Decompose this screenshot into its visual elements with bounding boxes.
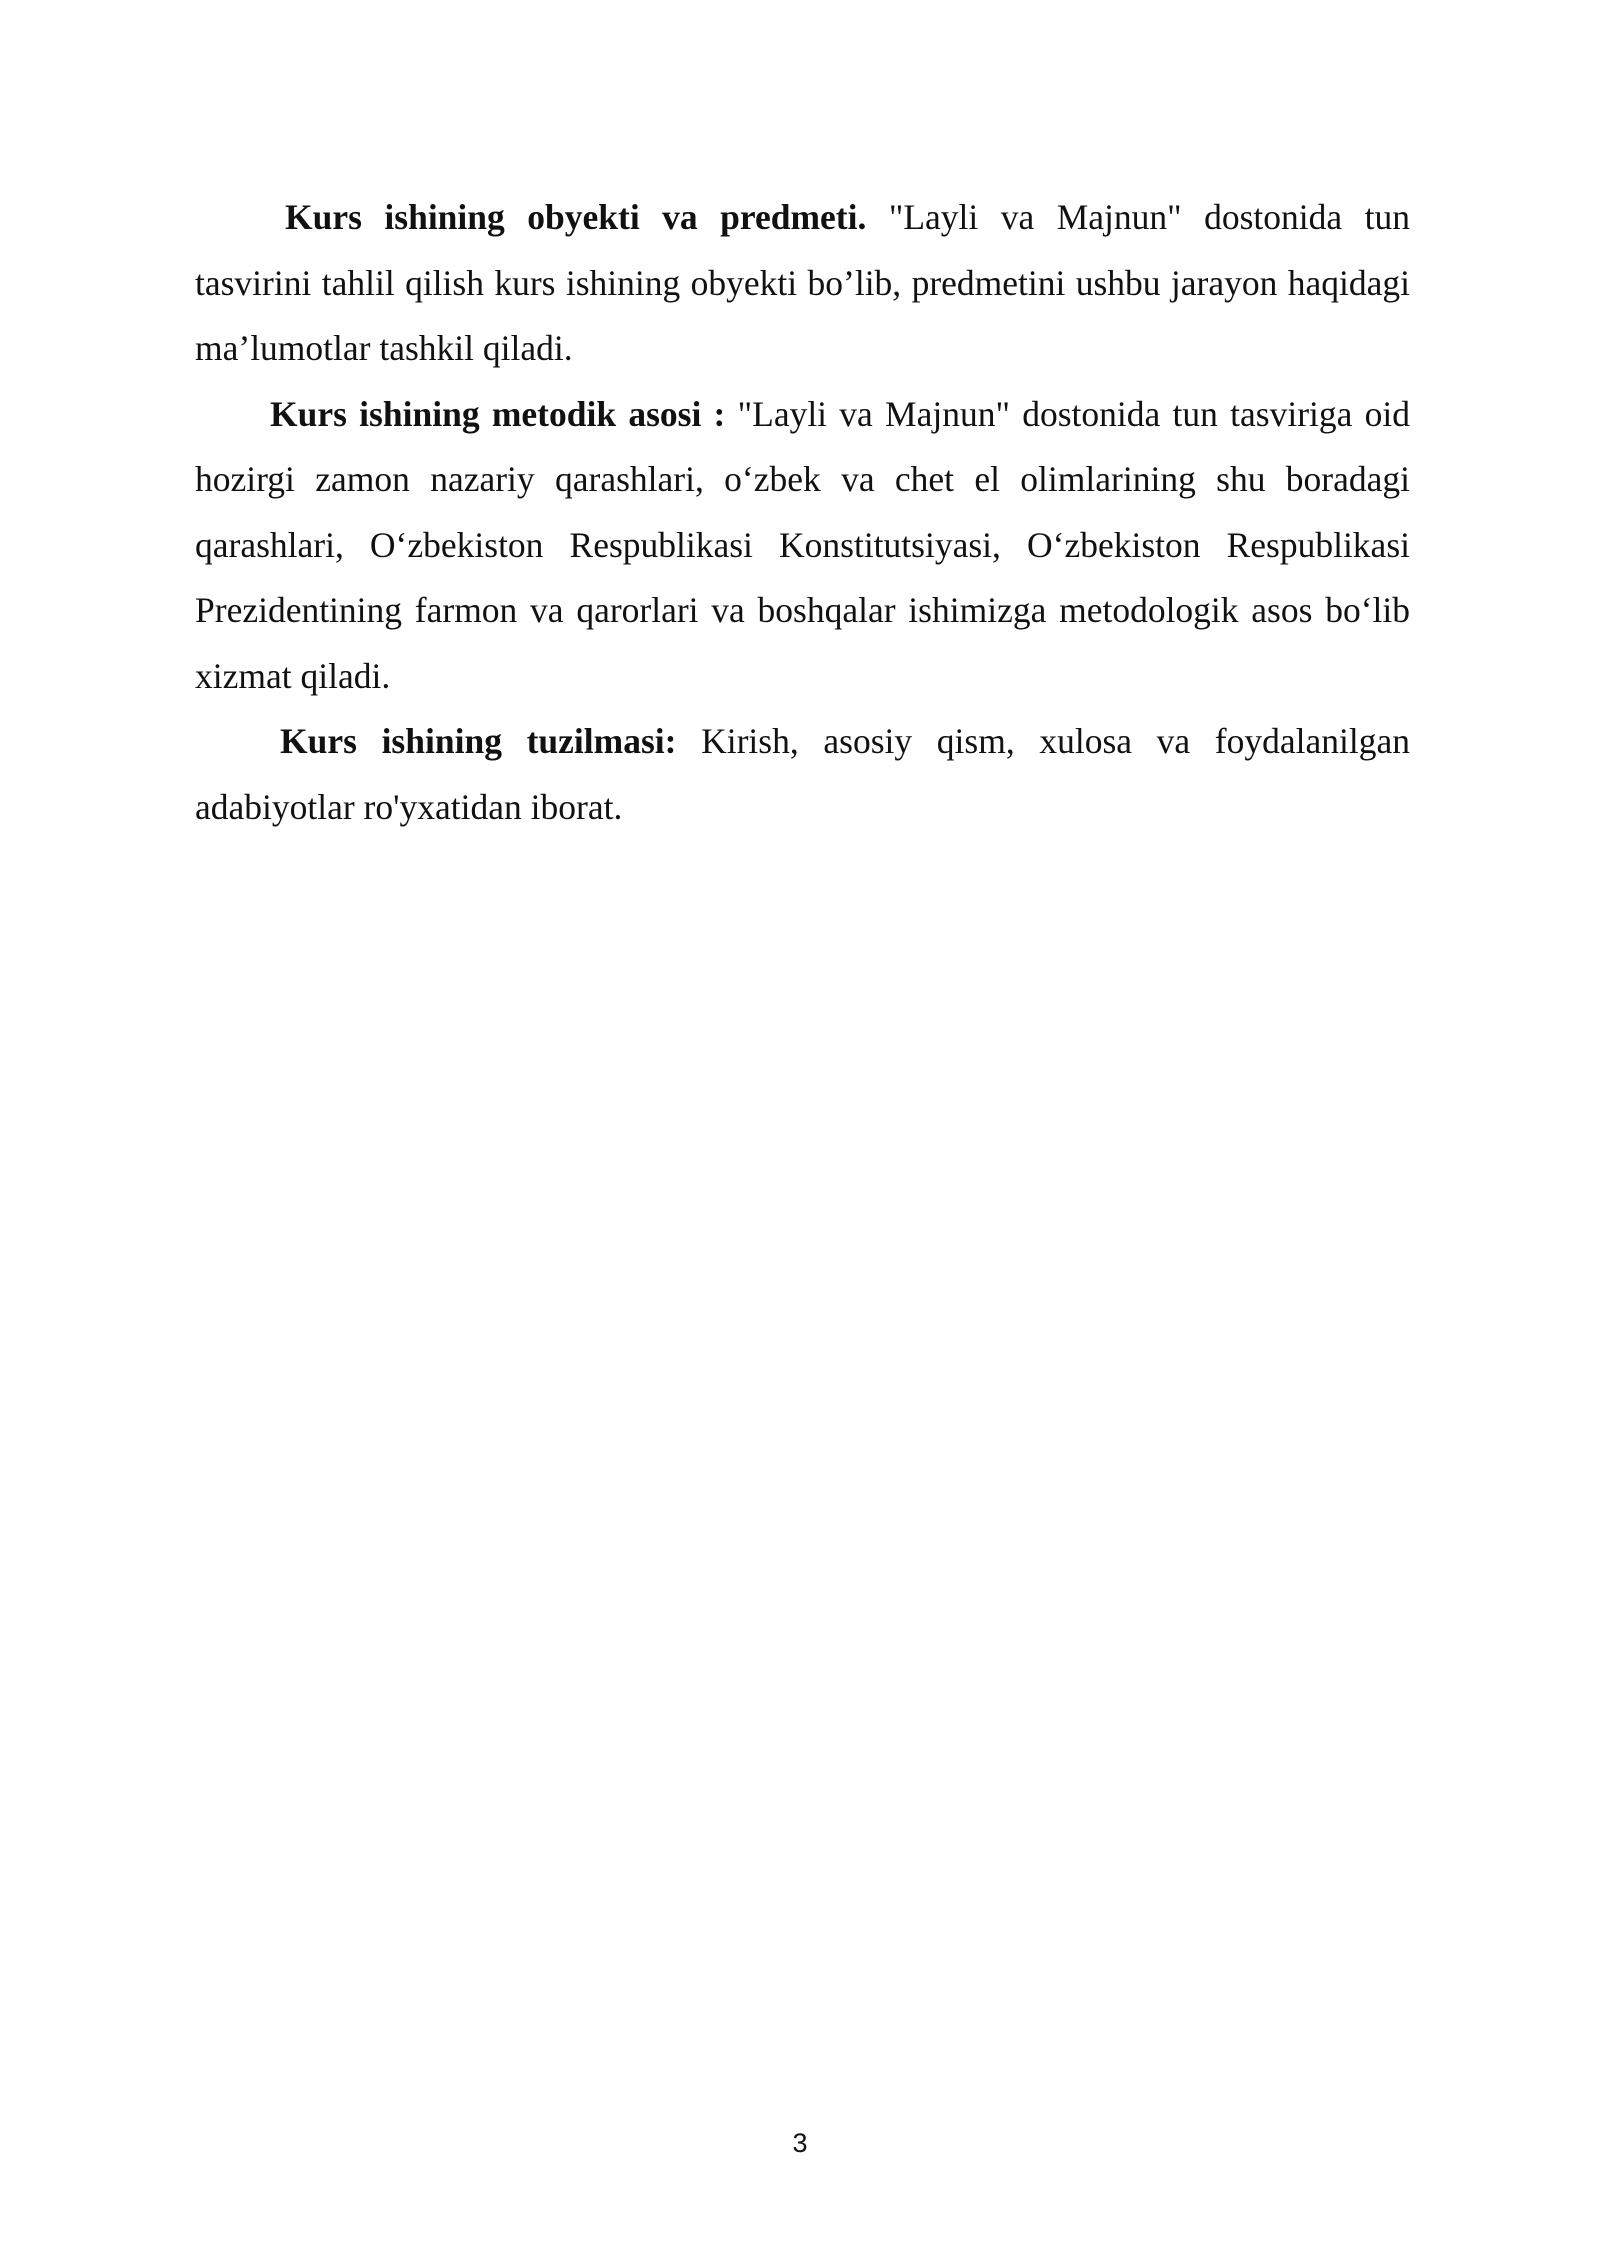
page-number: 3 xyxy=(792,2128,808,2158)
page-content xyxy=(195,185,1410,840)
paragraph-heading: Kurs ishining metodik asosi : xyxy=(270,393,726,434)
paragraph-methodology xyxy=(195,382,1410,710)
paragraph-object-subject xyxy=(195,185,1410,382)
paragraph-text: "Layli va Majnun" dostonida tun tasviriga oid hozirgi zamon nazariy qarashlari, o‘zbek va chet el olimlarining shu boradagi qarashlari, O‘zbekiston Respublikasi Konstitutsiyasi, O‘zbekiston Respublikasi Prezidentining farmon va qarorlari va boshqalar ishimizga metodologik asos bo‘lib xizmat qiladi. xyxy=(195,393,1410,696)
paragraph-structure xyxy=(195,709,1410,840)
paragraph-heading: Kurs ishining tuzilmasi: xyxy=(280,721,677,761)
paragraph-heading: Kurs ishining obyekti va predmeti. xyxy=(285,197,867,237)
paragraph-text: Kirish, asosiy qism, xulosa va foydalanilgan adabiyotlar ro'yxatidan iborat. xyxy=(195,721,1410,827)
paragraph-text: "Layli va Majnun" dostonida tun tasvirini tahlil qilish kurs ishining obyekti bo’lib, predmetini ushbu jarayon haqidagi ma’lumotlar tashkil qiladi. xyxy=(195,197,1410,368)
